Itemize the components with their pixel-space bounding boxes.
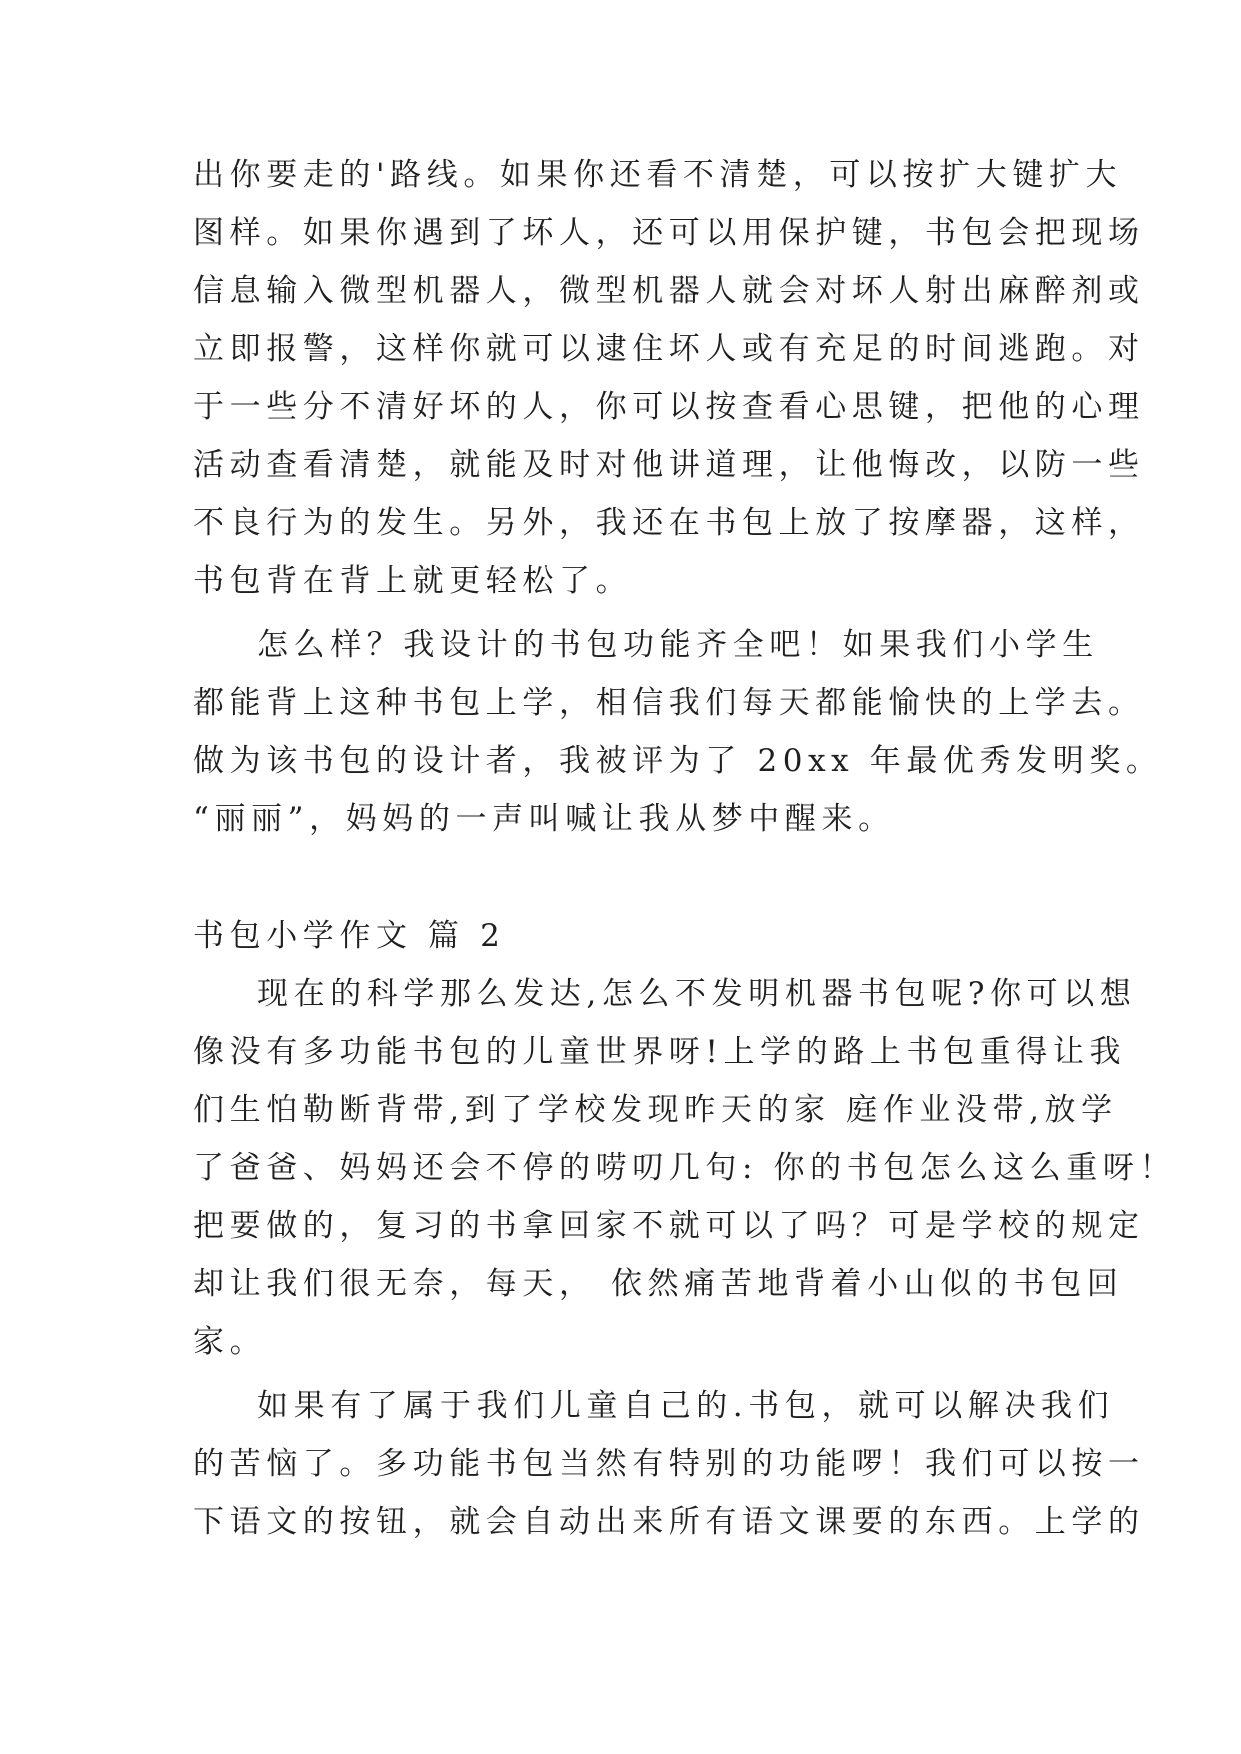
- text-line: 的苦恼了。多功能书包当然有特别的功能啰！我们可以按一: [193, 1446, 1145, 1482]
- text-line: 却让我们很无奈，每天， 依然痛苦地背着小山似的书包回: [193, 1266, 1124, 1302]
- text-line: 信息输入微型机器人，微型机器人就会对坏人射出麻醉剂或: [193, 273, 1145, 309]
- text-line: 立即报警，这样你就可以逮住坏人或有充足的时间逃跑。对: [193, 331, 1145, 367]
- text-line: 下语文的按钮，就会自动出来所有语文课要的东西。上学的: [193, 1504, 1145, 1540]
- text-line: 把要做的，复习的书拿回家不就可以了吗？可是学校的规定: [193, 1208, 1145, 1244]
- text-line: 活动查看清楚，就能及时对他讲道理，让他悔改，以防一些: [193, 447, 1145, 483]
- text-line: 怎么样？我设计的书包功能齐全吧！如果我们小学生: [257, 627, 1099, 663]
- text-line: 书包背在背上就更轻松了。: [193, 563, 633, 599]
- section-heading: 书包小学作文 篇 2: [193, 918, 506, 954]
- text-line: 于一些分不清好坏的人，你可以按查看心思键，把他的心理: [193, 389, 1145, 425]
- text-line: 都能背上这种书包上学，相信我们每天都能愉快的上学去。: [193, 685, 1145, 721]
- text-line: 了爸爸、妈妈还会不停的唠叨几句: 你的书包怎么这么重呀！: [193, 1150, 1177, 1186]
- text-line: 如果有了属于我们儿童自己的.书包，就可以解决我们: [257, 1388, 1115, 1424]
- text-line: 家。: [193, 1324, 267, 1360]
- text-line: 出你要走的'路线。如果你还看不清楚，可以按扩大键扩大: [193, 157, 1123, 193]
- text-line: 做为该书包的设计者，我被评为了 20xx 年最优秀发明奖。: [193, 743, 1163, 779]
- text-line: 图样。如果你遇到了坏人，还可以用保护键，书包会把现场: [193, 215, 1145, 251]
- text-line: 像没有多功能书包的儿童世界呀!上学的路上书包重得让我: [193, 1034, 1127, 1070]
- text-line: 现在的科学那么发达,怎么不发明机器书包呢?你可以想: [257, 976, 1137, 1012]
- text-line: 不良行为的发生。另外，我还在书包上放了按摩器，这样，: [193, 505, 1145, 541]
- text-line: 们生怕勒断背带,到了学校发现昨天的家 庭作业没带,放学: [193, 1092, 1118, 1128]
- text-line: “丽丽”，妈妈的一声叫喊让我从梦中醒来。: [193, 801, 895, 837]
